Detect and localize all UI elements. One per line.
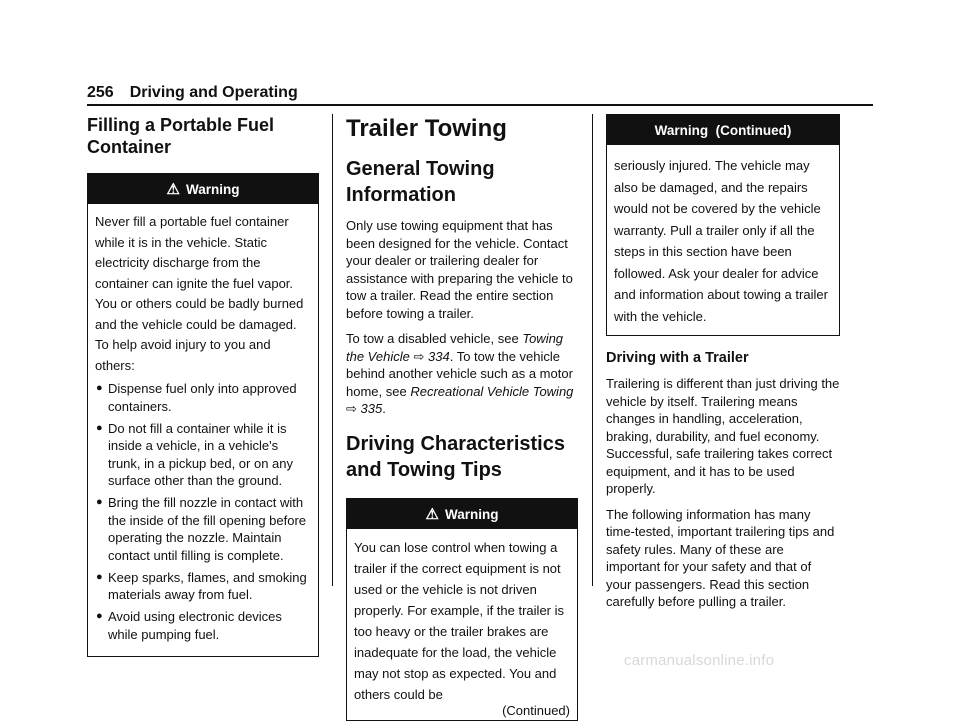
warning-box <box>346 498 578 721</box>
list-item: ● Avoid using electronic devices while pumping fuel. <box>96 609 282 642</box>
warning-body <box>88 204 318 656</box>
continued-label: (Continued) <box>502 702 570 718</box>
warning-text: You can lose control when towing a trailer if the correct equipment is not used or the vehicle is not driven properly. For example, if the trailer is too heavy or the trailer brakes are inadequate for the load, the vehicle may not stop as expected. You and others could be <box>354 539 564 702</box>
warning-text: seriously injured. The vehicle may also be damaged, and the repairs would not be covered by the vehicle warranty. Pull a trailer only if all the steps in this section have been followed. Ask your dealer for advice and information about towing a trailer with the vehicle. <box>614 158 828 324</box>
middle-column <box>346 114 578 721</box>
warning-triangle-icon: ⚠ <box>166 181 180 198</box>
list-item: ● Keep sparks, flames, and smoking materials away from fuel. <box>96 569 307 602</box>
warning-label: Warning <box>444 506 499 522</box>
warning-triangle-icon: ⚠ <box>425 505 439 523</box>
warning-body <box>347 529 577 720</box>
warning-header <box>88 174 318 204</box>
trailering-tips-paragraph: The following information has many time-tested, important trailering tips and safety rules. Many of these are important for your safety and that of your passengers. Read this section carefully before pulling a trailer. <box>606 506 835 609</box>
trailering-paragraph: Trailering is different than just driving the vehicle by itself. Trailering means changes in handling, acceleration, braking, durability, and fuel economy. Successful, safe trailering takes correct equipment, and it has to be used properly. <box>606 376 840 496</box>
list-item: ● Do not fill a container while it is inside a vehicle, in a vehicle's trunk, in a pickup bed, or on any surface other than the ground. <box>96 420 294 488</box>
page-reference[interactable]: 334 <box>428 348 450 364</box>
bullet-icon: ● <box>96 610 103 622</box>
driving-characteristics-heading: Driving Characteristics and Towing Tips <box>346 432 565 481</box>
bullet-icon: ● <box>96 496 103 508</box>
warning-box <box>87 173 319 657</box>
bullet-icon: ● <box>96 382 103 394</box>
warning-bullets <box>95 380 311 643</box>
warning-box-continued <box>606 114 840 336</box>
warning-label: Warning (Continued) <box>654 123 792 138</box>
towing-the-vehicle-link[interactable]: Towing the Vehicle <box>346 331 564 364</box>
page-reference-icon: ⇨ <box>346 401 357 416</box>
header-rule <box>87 104 873 106</box>
driving-with-trailer-heading: Driving with a Trailer <box>606 350 749 366</box>
column-divider <box>592 114 593 586</box>
page-number: 256 <box>87 84 114 101</box>
warning-text: Never fill a portable fuel container while it is in the vehicle. Static electricity discharge from the container can ignite the fuel vapor. You or others could be badly burned and the vehicle could be damaged. To help avoid injury to you and others: <box>95 214 304 373</box>
warning-header <box>607 115 839 145</box>
page-reference[interactable]: 335 <box>360 401 383 416</box>
list-item: ● Dispense fuel only into approved containers. <box>96 381 297 414</box>
column-divider <box>332 114 333 586</box>
section-title: Filling a Portable Fuel Container <box>87 115 275 157</box>
list-item: ● Bring the fill nozzle in contact with the inside of the fill opening before operating the nozzle. Maintain contact until filling is complete. <box>96 495 307 563</box>
bullet-icon: ● <box>96 570 103 583</box>
warning-header <box>347 499 577 529</box>
watermark: carmanualsonline.info <box>624 652 775 669</box>
general-towing-paragraph: Only use towing equipment that has been designed for the vehicle. Contact your dealer or trailering dealer for assistance with preparing the vehicle to tow a trailer. Read the entire section before towing a trailer. <box>346 218 573 321</box>
right-column <box>606 114 840 611</box>
section-name: Driving and Operating <box>129 84 298 101</box>
general-towing-heading: General Towing Information <box>346 158 495 206</box>
left-column <box>87 114 319 657</box>
chapter-title: Trailer Towing <box>346 115 507 142</box>
warning-body <box>607 145 839 335</box>
warning-label: Warning <box>185 182 240 197</box>
page-header <box>87 84 298 102</box>
disabled-vehicle-paragraph: To tow a disabled vehicle, see Towing the Vehicle ⇨ 334. To tow the vehicle behind another vehicle such as a motor home, see Recreational Vehicle Towing ⇨ 335. <box>346 331 574 416</box>
bullet-icon: ● <box>96 421 103 434</box>
page-reference-icon: ⇨ <box>413 348 425 364</box>
recreational-vehicle-towing-link[interactable]: Recreational Vehicle Towing <box>410 383 574 399</box>
